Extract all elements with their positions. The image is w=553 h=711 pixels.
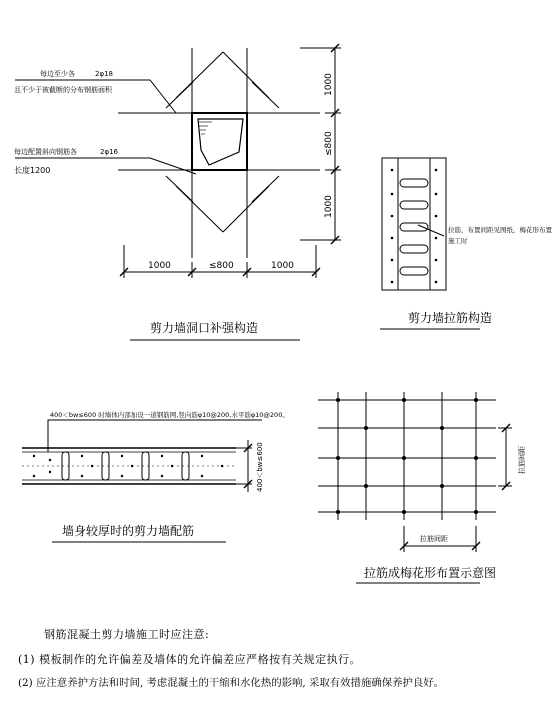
- callout-1-bar: 2φ18: [95, 70, 113, 78]
- callout-2-line1: 每边配置斜向钢筋各: [14, 148, 77, 156]
- diagonal-bar-se-2: [252, 176, 279, 202]
- notes-heading: 钢筋混凝土剪力墙施工时应注意:: [44, 628, 210, 641]
- tie-caption: 剪力墙拉筋构造: [408, 311, 493, 325]
- tie-layout-grid: [318, 392, 512, 583]
- dim-h-mid-label: ≤800: [209, 261, 234, 271]
- diagonal-bar-sw-2: [166, 176, 193, 202]
- thick-wall-leader: [48, 420, 262, 452]
- opening-hatch: [199, 122, 212, 134]
- tie-layout-dim-vertical-label: 拉筋间距: [518, 446, 526, 474]
- dim-h-left-label: 1000: [148, 261, 171, 271]
- tie-layout-dim-horizontal-label: 拉筋间距: [420, 535, 448, 543]
- tie-layout-caption: 拉筋成梅花形布置示意图: [364, 566, 497, 580]
- dim-v-top-label: 1000: [324, 73, 334, 96]
- dim-v-mid-label: ≤800: [324, 131, 334, 156]
- tie-note-line1: 拉筋，布置间距见图纸，梅花形布置: [448, 226, 552, 234]
- thick-wall-dimension: [236, 440, 252, 492]
- diagonal-bar-nw-2: [166, 82, 193, 108]
- callout-1-line1: 每边至少各: [40, 70, 75, 78]
- dim-v-bot-label: 1000: [324, 195, 334, 218]
- callout-2-bar: 2φ16: [100, 148, 118, 156]
- notes-item-1: (1) 模板制作的允许偏差及墙体的允许偏差应严格按有关规定执行。: [18, 653, 362, 666]
- thick-wall-dim-label: 400＜bw≤600: [256, 442, 264, 492]
- callout-1-line2: 且不少于被截断的分布钢筋面积: [14, 86, 112, 94]
- diagonal-bar-ne-2: [252, 82, 279, 108]
- callout-leader-1: [15, 80, 176, 113]
- wall-section-outline: [382, 158, 446, 290]
- dim-h-right-label: 1000: [271, 261, 294, 271]
- thick-wall-note: 400＜bw≤600 时墙体内部加设一道钢筋网,竖向筋φ10@200,水平筋φ10@200。: [50, 411, 289, 419]
- thick-wall-caption: 墙身较厚时的剪力墙配筋: [62, 524, 195, 538]
- dimension-vertical: [300, 44, 341, 244]
- tie-layout-dots: [336, 398, 478, 514]
- tie-note-line2: 施工时: [448, 237, 468, 245]
- callout-2-line2: 长度1200: [14, 166, 51, 175]
- opening-caption: 剪力墙洞口补强构造: [150, 321, 259, 335]
- notes-item-2: (2) 应注意养护方法和时间, 考虑混凝土的干缩和水化热的影响, 采取有效措施确保养护良好。: [18, 677, 445, 689]
- tie-layout-dim-vertical: [498, 424, 512, 490]
